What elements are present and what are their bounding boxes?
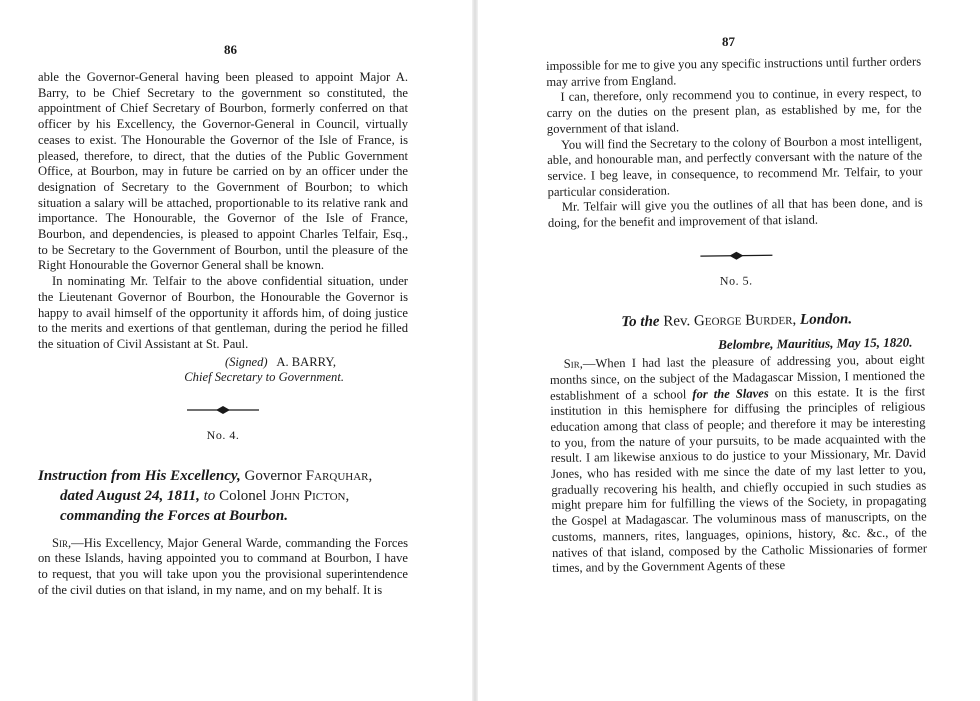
dateline: Belombre, Mauritius, May 15, 1820. — [718, 334, 913, 353]
heading-part: To the — [621, 314, 660, 331]
left-paragraph-2: In nominating Mr. Telfair to the above confidential situation, under the Lieutenant Governor of Bourbon, the Honourable the Governor is happy to avail himself of the opportunity it affords him, of doing justice to the merits and exertions of that gentleman, during the period he filled the situation of Civil Assistant at St. Paul. — [38, 274, 408, 351]
right-paragraph-2: I can, therefore, only recommend you to continue, in every respect, to carry on the duties on the present plan, as established by me, for the government of that island. — [546, 85, 922, 136]
signature-title: Chief Secretary to Government. — [184, 370, 344, 385]
signature-line — [38, 355, 336, 371]
left-paragraph-3 — [38, 536, 408, 599]
heading-doc-4 — [38, 466, 408, 526]
ornament-divider-right — [696, 243, 776, 268]
heading-part: Rev. — [659, 313, 695, 331]
book-gutter — [472, 0, 478, 701]
right-paragraph-4: Mr. Telfair will give you the outlines of all that has been done, and is doing, for the benefit and improvement of that island. — [547, 195, 923, 231]
heading-part: Colonel — [215, 487, 271, 504]
signed-label: (Signed) — [224, 354, 268, 369]
right-paragraph-3: You will find the Secretary to the colony of Bourbon a most intelligent, able, and honourable man, and perfectly conversant with the nature of the service. I beg leave, in consequence, to recommend Mr. Telfair, to your particular consideration. — [547, 132, 923, 199]
doc-number-5: No. 5. — [719, 273, 753, 288]
page-number-right: 87 — [722, 34, 735, 49]
right-paragraph-5-emphasis: for the Slaves — [692, 385, 769, 401]
right-page — [480, 0, 980, 701]
heading-part: Governor — [240, 467, 306, 484]
heading-part: John Picton, — [270, 487, 350, 504]
right-paragraph-5-text: —When I had last the pleasure of addressing you, about eight months since, on the subject of the Madagascar Mission, I mentioned the establishment of a school — [549, 352, 925, 403]
heading-part: Instruction from His Excellency, — [38, 467, 241, 484]
heading-part: London. — [796, 311, 853, 329]
heading-part: commanding the Forces at Bourbon. — [60, 507, 288, 524]
right-paragraph-5 — [550, 353, 928, 577]
right-text-column — [546, 54, 927, 577]
heading-part: dated August 24, 1811, — [60, 487, 204, 504]
right-paragraph-5-text: on this estate. It is the first institution in this hemisphere for diffusing the principles of religious education among that class of people; and therefore it may be interesting to you, from the nature of your pursuits, to be made acquainted with the result. I am likewise anxious to do justice to your Missionary, Mr. David Jones, who has resided with me since the date of my last letter to you, gradually recovering his health, and chiefly occupied in such studies as might prepare him for fulfilling the views of the Society, in propagating the Gospel at Madagascar. The voluminous mass of manuscripts, on the customs, manners, rites, languages, opinions, history, &c. &c., of the natives of that island, composed by the Catholic Missionaries of former times, and by the Government Agents of these — [550, 383, 928, 576]
salutation-right: Sir, — [563, 356, 583, 371]
doc-number-4: No. 4. — [206, 428, 240, 443]
heading-part: George Burder, — [693, 312, 797, 330]
salutation-left: Sir, — [52, 535, 72, 550]
heading-doc-5 — [549, 309, 924, 334]
left-paragraph-3-text: —His Excellency, Major General Warde, commanding the Forces on these Islands, having appointed you to command at Bourbon, I have to request, that you will take upon you the provisional superintendence of the civil duties on that island, in my name, and on my behalf. It is — [38, 535, 408, 597]
heading-part: Farquhar, — [305, 467, 373, 484]
right-paragraph-1: impossible for me to give you any specific instructions until further orders may arrive from England. — [546, 54, 922, 89]
left-paragraph-1: able the Governor-General having been pleased to appoint Major A. Barry, to be Chief Secretary to the government so constituted, the appointment of Chief Secretary of Bourbon, formerly conferred on that officer by his Excellency, the Governor-General in Council, virtually ceases to exist. The Honourable the Governor of the Isle of France, is pleased, therefore, to direct, that the duties of the Public Government Office, at Bourbon, may in future be carried on by an officer under the designation of Secretary to the Government of Bourbon; to which situation a salary will be attached, proportionable to its relative rank and importance. The Honourable, the Governor of the Isle of France, Bourbon, and dependencies, is pleased to appoint Charles Telfair, Esq., to be Secretary to the Government of Bourbon, until the pleasure of the Right Honourable the Governor General shall be known. — [38, 70, 408, 273]
page-number-left: 86 — [224, 42, 237, 57]
ornament-divider-left — [183, 398, 263, 422]
left-page — [0, 0, 470, 701]
heading-part: to — [203, 487, 216, 504]
signed-name: A. BARRY, — [276, 354, 336, 369]
left-text-column — [38, 70, 408, 599]
